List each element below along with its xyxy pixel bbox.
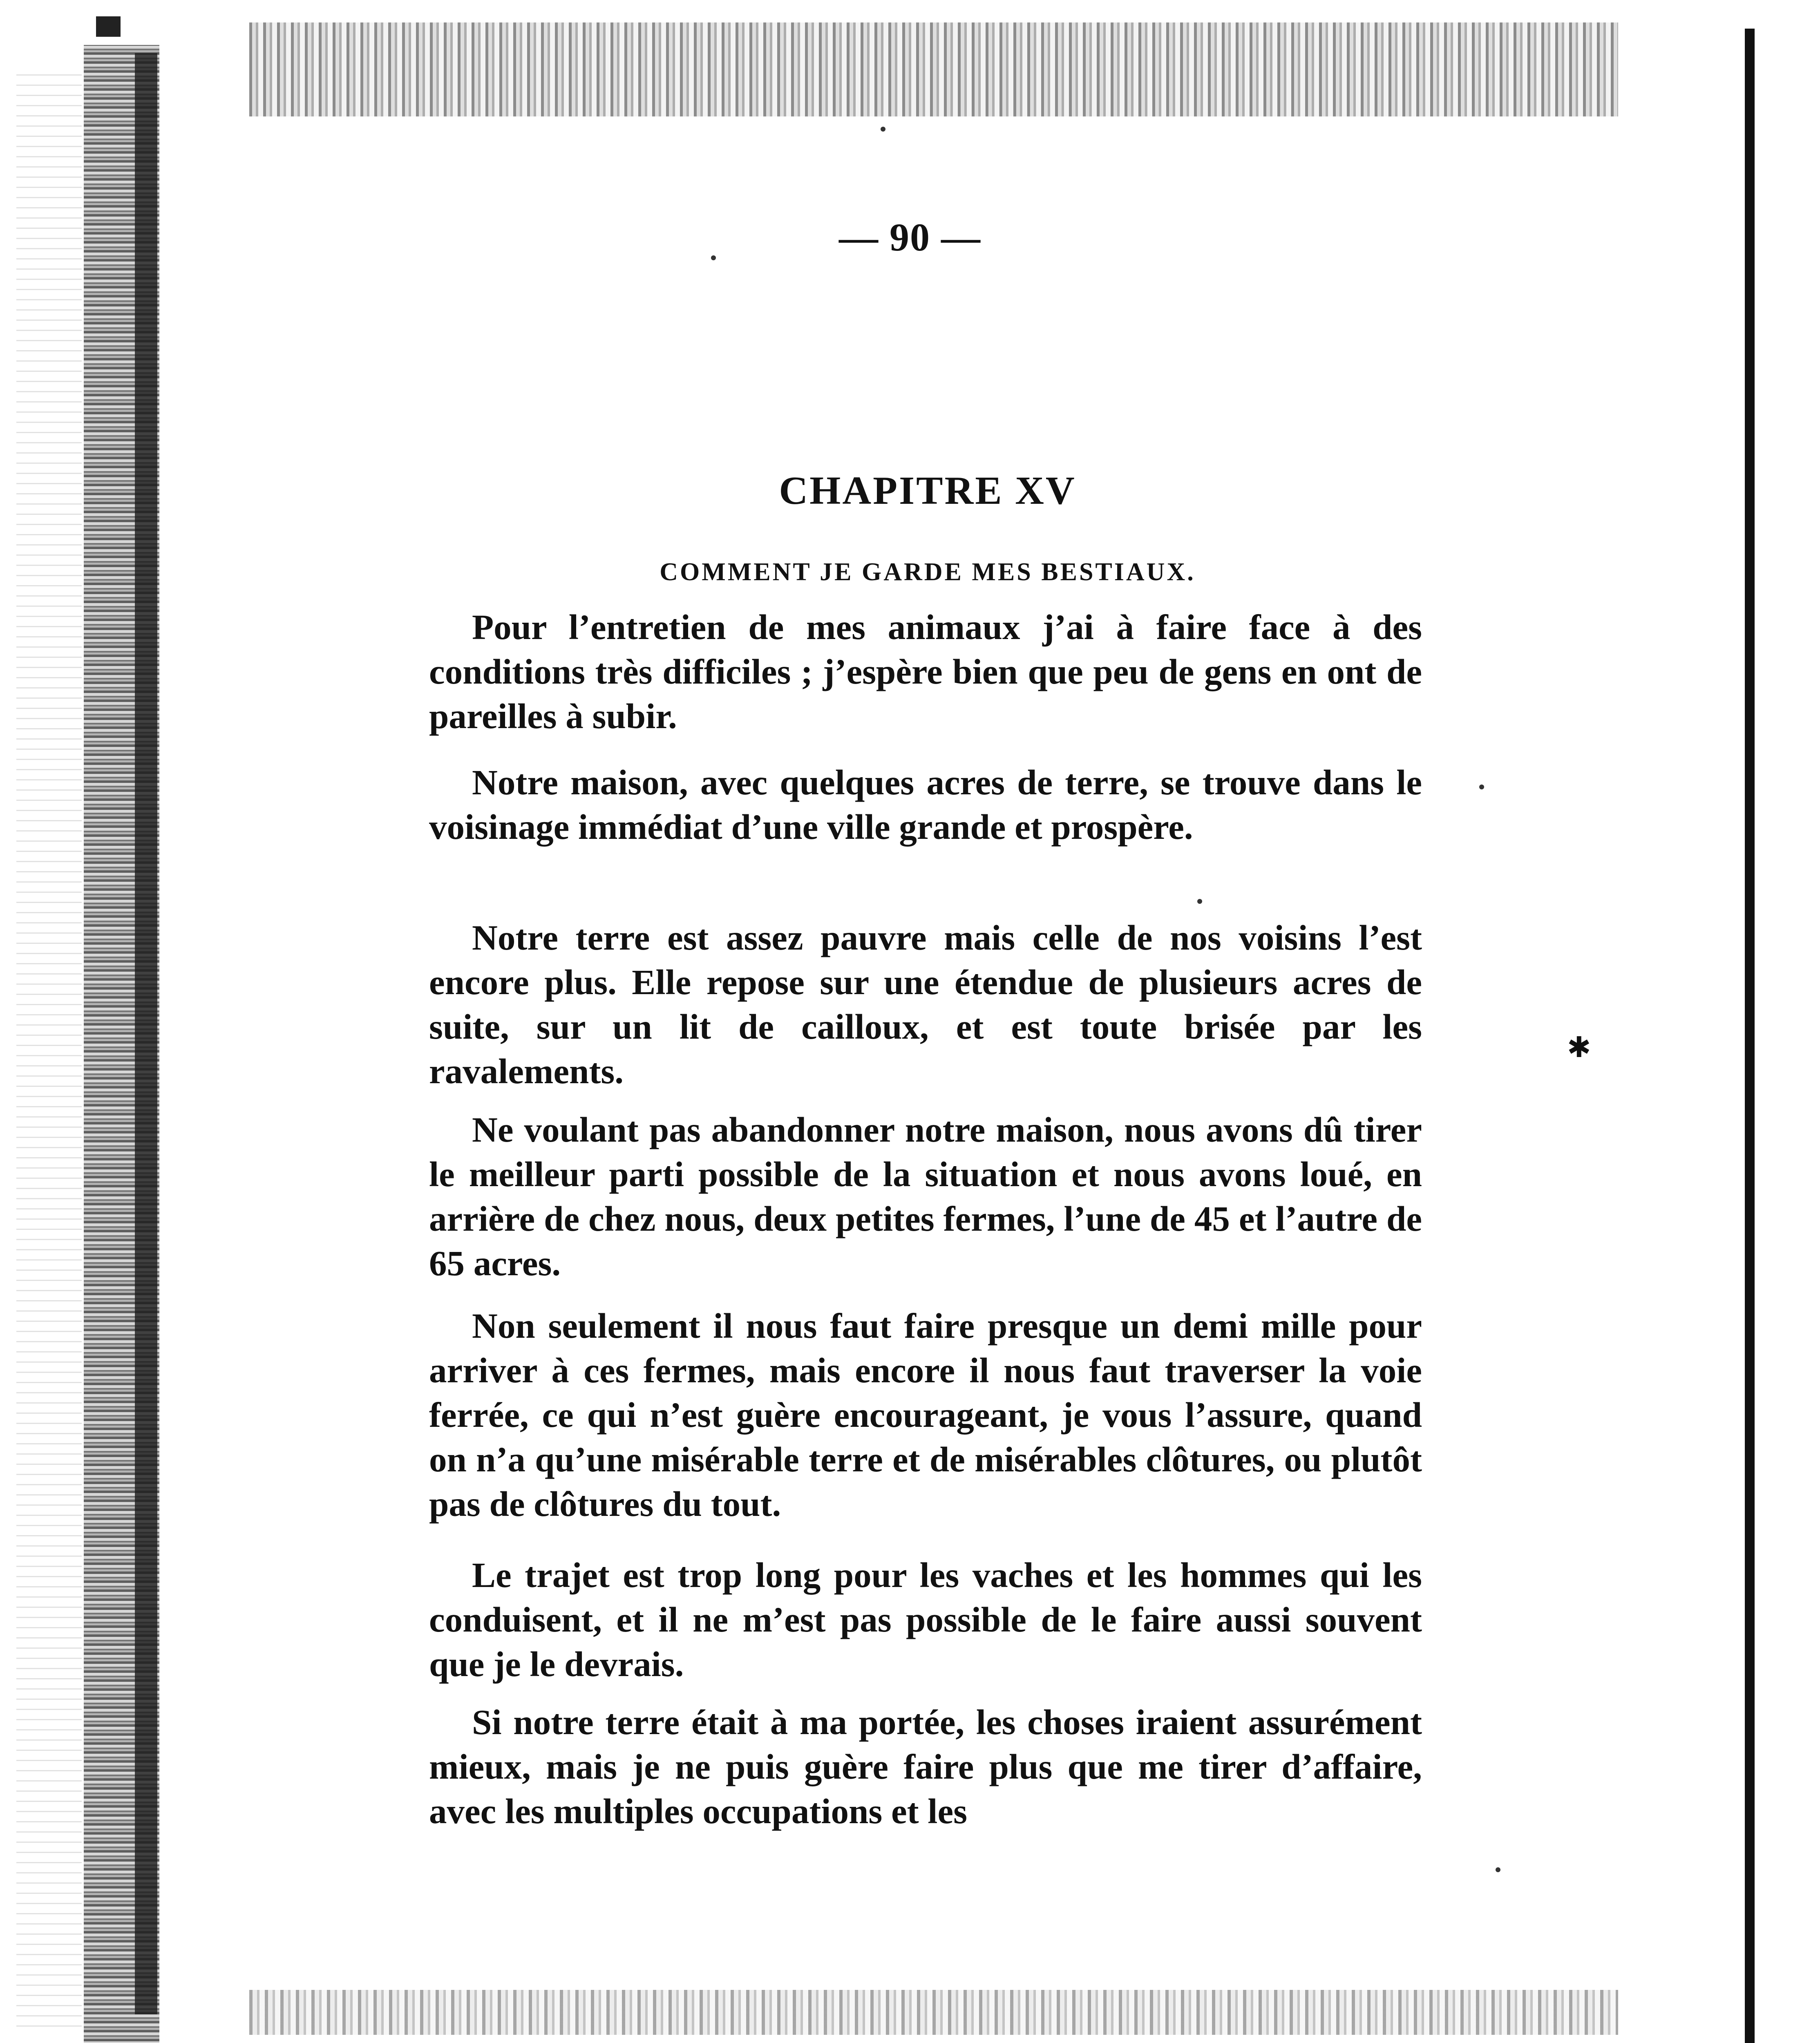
chapter-subtitle: COMMENT JE GARDE MES BESTIAUX.: [660, 558, 1196, 586]
scan-edge-speckle: [16, 74, 82, 2027]
asterisk-mark-icon: ✱: [1567, 1032, 1591, 1064]
paragraph: Non seulement il nous faut faire presque un demi mille pour arriver à ces fermes, mais encore il nous faut traverser la voie ferrée, ce qui n’est guère encourageant, je vous l’assure, quand on n’a qu’une misérable terre et de misérables clôtures, ou plutôt pas de clôtures du tout.: [429, 1306, 1422, 1524]
scan-dust-dot: [1479, 785, 1484, 789]
paragraph: Notre maison, avec quelques acres de terre, se trouve dans le voisinage immédiat d’une ville grande et prospère.: [429, 762, 1422, 847]
scan-right-edge-line: [1745, 29, 1755, 2043]
paragraph: Ne voulant pas abandonner notre maison, nous avons dû tirer le meilleur parti possible de la situation et nous avons loué, en arrière de chez nous, deux petites fermes, l’une de 45 et l’autre de 65 acres.: [429, 1110, 1422, 1283]
scan-dust-dot: [1496, 1867, 1500, 1872]
page-number: — 90 —: [839, 215, 981, 259]
chapter-title: CHAPITRE XV: [779, 469, 1076, 513]
scan-dust-dot: [1197, 899, 1202, 904]
paragraph: Le trajet est trop long pour les vaches et les hommes qui les conduisent, et il ne m’est pas possible de le faire aussi souvent que je le devrais.: [429, 1555, 1422, 1684]
scan-top-noise: [249, 22, 1618, 116]
paragraph: Pour l’entretien de mes animaux j’ai à faire face à des conditions très difficiles ; j’espère bien que peu de gens en ont de pareilles à subir.: [429, 607, 1422, 736]
scan-left-edge-shadow: [135, 53, 157, 2014]
paragraph: Notre terre est assez pauvre mais celle de nos voisins l’est encore plus. Elle repose sur une étendue de plusieurs acres de suite, sur un lit de cailloux, et est toute brisée par les ravalements.: [429, 918, 1422, 1091]
scan-bottom-noise: [249, 1990, 1618, 2035]
scan-corner-mark: [96, 16, 121, 37]
paragraph: Si notre terre était à ma portée, les choses iraient assurément mieux, mais je ne puis guère faire plus que me tirer d’affaire, avec les multiples occupations et les: [429, 1702, 1422, 1831]
scan-dust-dot: [881, 127, 885, 132]
